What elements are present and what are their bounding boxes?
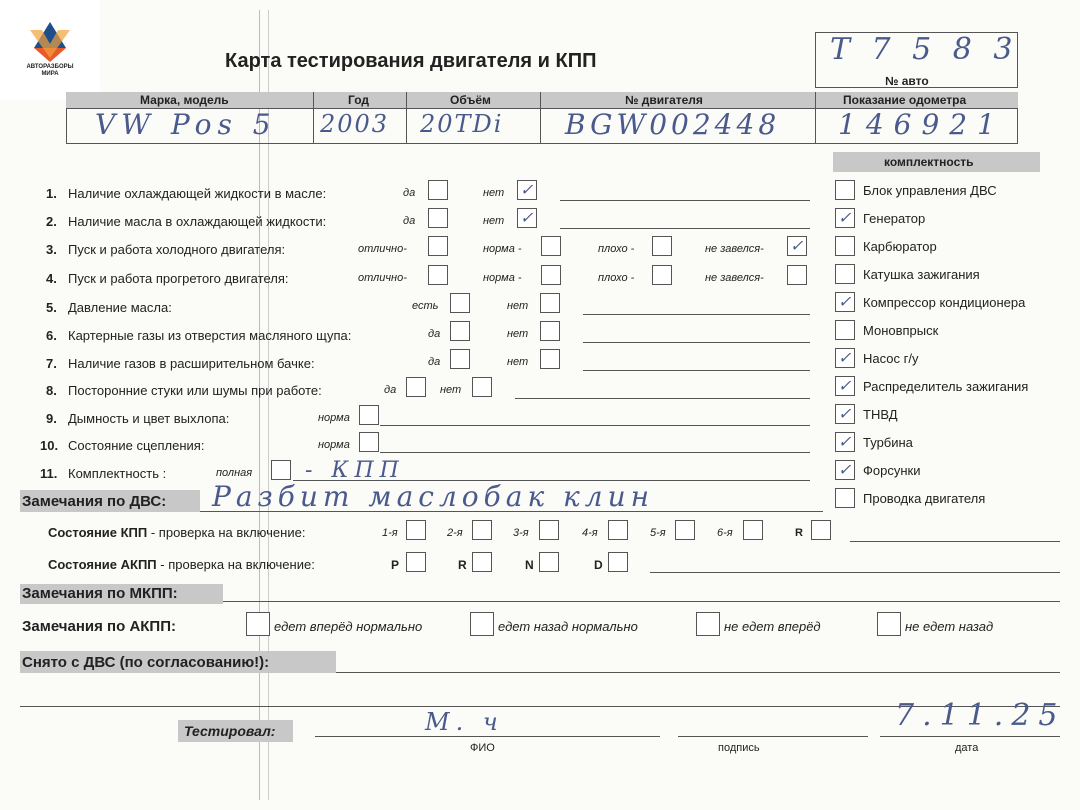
comp-checkbox[interactable] — [835, 264, 855, 284]
q3-otlichno-checkbox[interactable] — [428, 236, 448, 256]
akpp-mode-checkbox[interactable] — [472, 552, 492, 572]
akpp-mode-label: P — [391, 558, 400, 572]
opt-net: нет — [507, 328, 529, 340]
completeness-title: комплектность — [884, 155, 974, 169]
akpp-mode-label: N — [525, 558, 534, 572]
comp-label: Катушка зажигания — [863, 267, 980, 282]
akpp-mode-label: R — [458, 558, 467, 572]
q2-net-mark: ✓ — [520, 208, 534, 227]
gear-label: 6-я — [717, 527, 733, 539]
q5-comment-line — [583, 314, 810, 315]
q8-comment-line — [515, 398, 810, 399]
q5-est-checkbox[interactable] — [450, 293, 470, 313]
opt-net: нет — [440, 384, 462, 396]
q7-net-checkbox[interactable] — [540, 349, 560, 369]
opt-norma: норма - — [483, 272, 522, 284]
q10-norma-checkbox[interactable] — [359, 432, 379, 452]
mkpp-remarks-label: Замечания по МКПП: — [22, 585, 178, 602]
q-text: Состояние сцепления: — [68, 438, 205, 453]
q3-norma-checkbox[interactable] — [541, 236, 561, 256]
q-num: 1. — [46, 186, 57, 201]
comp-label: Генератор — [863, 211, 926, 226]
comp-mark: ✓ — [838, 208, 852, 227]
q9-comment-line — [380, 425, 810, 426]
opt-da: да — [403, 215, 416, 227]
fio-label: ФИО — [470, 742, 495, 754]
q8-net-checkbox[interactable] — [472, 377, 492, 397]
q-num: 5. — [46, 300, 57, 315]
dvs-remarks-line — [200, 511, 823, 512]
q7-comment-line — [583, 370, 810, 371]
q9-norma-checkbox[interactable] — [359, 405, 379, 425]
q-num: 3. — [46, 242, 57, 257]
comp-label: Распределитель зажигания — [863, 379, 1029, 394]
akpp-mode-checkbox[interactable] — [608, 552, 628, 572]
opt-net: нет — [507, 300, 529, 312]
akpp-opt-label: едет вперёд нормально — [274, 619, 423, 634]
mkpp-remarks-line — [223, 601, 1060, 602]
col-volume: Объём — [450, 93, 491, 107]
removed-label: Снято с ДВС (по согласованию!): — [22, 654, 270, 671]
opt-norma: норма — [318, 439, 350, 451]
akpp-opt-label: не едет назад — [905, 619, 994, 634]
gear-checkbox[interactable] — [811, 520, 831, 540]
date-value: 7.11.25 — [895, 698, 1066, 733]
akpp-label: Состояние АКПП - проверка на включение: — [48, 557, 315, 572]
opt-otlichno: отлично- — [358, 243, 407, 255]
logo-mark-icon — [0, 0, 100, 100]
tested-label: Тестировал: — [184, 723, 276, 739]
value-engine-no: BGW002448 — [565, 108, 781, 141]
gear-checkbox[interactable] — [406, 520, 426, 540]
value-odometer: 146921 — [838, 108, 1005, 141]
col-odometer: Показание одометра — [843, 93, 967, 107]
opt-da: да — [403, 187, 416, 199]
q-num: 8. — [46, 383, 57, 398]
auto-number-value: Т 7 5 8 3 — [830, 32, 1019, 67]
removed-line — [336, 672, 1060, 673]
comp-mark: ✓ — [838, 348, 852, 367]
q-num: 9. — [46, 411, 57, 426]
comp-label: Карбюратор — [863, 239, 937, 254]
q-num: 4. — [46, 271, 57, 286]
fio-value: М. ч — [425, 708, 504, 736]
q1-da-checkbox[interactable] — [428, 180, 448, 200]
q-num: 6. — [46, 328, 57, 343]
akpp-opt-checkbox[interactable] — [877, 612, 901, 636]
comp-label: Проводка двигателя — [863, 491, 986, 506]
sign-label: подпись — [718, 742, 760, 754]
q-num: 10. — [40, 438, 59, 453]
logo — [0, 0, 100, 100]
opt-norma: норма - — [483, 243, 522, 255]
col-engine-no: № двигателя — [625, 93, 703, 107]
akpp-mode-label: D — [594, 558, 603, 572]
q-text: Наличие охлаждающей жидкости в масле: — [68, 186, 327, 201]
opt-da: да — [428, 328, 441, 340]
opt-polnaya: полная — [216, 467, 253, 479]
q8-da-checkbox[interactable] — [406, 377, 426, 397]
fio-line — [315, 736, 660, 737]
q-num: 2. — [46, 214, 57, 229]
comp-label: Компрессор кондиционера — [863, 295, 1026, 310]
col-model: Марка, модель — [140, 93, 229, 107]
q2-comment-line — [560, 228, 810, 229]
q-text: Дымность и цвет выхлопа: — [68, 411, 230, 426]
opt-net: нет — [483, 215, 505, 227]
value-year: 2003 — [320, 110, 390, 138]
kpp-line — [850, 541, 1060, 542]
q6-da-checkbox[interactable] — [450, 321, 470, 341]
akpp-line — [650, 572, 1060, 573]
opt-net: нет — [507, 356, 529, 368]
gear-label: 2-я — [447, 527, 463, 539]
logo-text-2: МИРА — [41, 71, 59, 77]
opt-da: да — [384, 384, 397, 396]
comp-mark: ✓ — [838, 376, 852, 395]
gear-checkbox[interactable] — [539, 520, 559, 540]
q4-norma-checkbox[interactable] — [541, 265, 561, 285]
opt-otlichno: отлично- — [358, 272, 407, 284]
comp-label: Турбина — [863, 435, 913, 450]
value-model: VW Pos 5 — [95, 108, 277, 141]
q4-ploho-checkbox[interactable] — [652, 265, 672, 285]
col-year: Год — [348, 93, 369, 107]
opt-est: есть — [412, 300, 439, 312]
gear-label: 4-я — [582, 527, 598, 539]
q-text: Картерные газы из отверстия масляного щупа: — [68, 328, 352, 343]
date-label: дата — [955, 742, 979, 754]
akpp-mode-checkbox[interactable] — [539, 552, 559, 572]
akpp-remarks-label: Замечания по АКПП: — [22, 618, 176, 635]
gear-checkbox[interactable] — [608, 520, 628, 540]
q1-comment-line — [560, 200, 810, 201]
opt-ploho: плохо - — [598, 243, 635, 255]
q-text: Пуск и работа прогретого двигателя: — [68, 271, 289, 286]
gear-label: 3-я — [513, 527, 529, 539]
comp-label: Насос г/у — [863, 351, 919, 366]
comp-mark: ✓ — [838, 432, 852, 451]
gear-checkbox[interactable] — [743, 520, 763, 540]
akpp-opt-label: едет назад нормально — [498, 619, 638, 634]
gear-label: 1-я — [382, 527, 398, 539]
auto-number-label: № авто — [885, 74, 929, 88]
q3-ploho-checkbox[interactable] — [652, 236, 672, 256]
comp-checkbox[interactable] — [835, 180, 855, 200]
comp-checkbox[interactable] — [835, 236, 855, 256]
comp-mark: ✓ — [838, 460, 852, 479]
q-text: Давление масла: — [68, 300, 172, 315]
q-text: Посторонние стуки или шумы при работе: — [68, 383, 322, 398]
opt-da: да — [428, 356, 441, 368]
q4-otlichno-checkbox[interactable] — [428, 265, 448, 285]
sign-line — [678, 736, 868, 737]
date-line — [880, 736, 1060, 737]
akpp-mode-checkbox[interactable] — [406, 552, 426, 572]
opt-ne-zavelsya: не завелся- — [705, 243, 764, 255]
q-text: Наличие масла в охлаждающей жидкости: — [68, 214, 327, 229]
comp-label: Моновпрыск — [863, 323, 939, 338]
q2-da-checkbox[interactable] — [428, 208, 448, 228]
opt-ploho: плохо - — [598, 272, 635, 284]
comp-mark: ✓ — [838, 404, 852, 423]
opt-norma: норма — [318, 412, 350, 424]
q3-ne-zavelsya-mark: ✓ — [790, 236, 804, 255]
akpp-opt-checkbox[interactable] — [246, 612, 270, 636]
akpp-opt-checkbox[interactable] — [470, 612, 494, 636]
q4-ne-zavelsya-checkbox[interactable] — [787, 265, 807, 285]
q-num: 7. — [46, 356, 57, 371]
comp-label: Блок управления ДВС — [863, 183, 997, 198]
opt-ne-zavelsya: не завелся- — [705, 272, 764, 284]
comp-label: Форсунки — [863, 463, 921, 478]
comp-mark: ✓ — [838, 292, 852, 311]
page-title: Карта тестирования двигателя и КПП — [225, 50, 597, 72]
logo-text-1: АВТОРАЗБОРЫ — [26, 64, 74, 70]
q6-comment-line — [583, 342, 810, 343]
gear-checkbox[interactable] — [675, 520, 695, 540]
q-text: Пуск и работа холодного двигателя: — [68, 242, 286, 257]
akpp-opt-label: не едет вперёд — [724, 619, 821, 634]
q6-net-checkbox[interactable] — [540, 321, 560, 341]
q5-net-checkbox[interactable] — [540, 293, 560, 313]
akpp-opt-checkbox[interactable] — [696, 612, 720, 636]
q-num: 11. — [40, 466, 58, 481]
q10-comment-line — [380, 452, 810, 453]
q11-note: - КПП — [305, 458, 405, 483]
q-text: Наличие газов в расширительном бачке: — [68, 356, 315, 371]
gear-label: R — [795, 527, 803, 539]
dvs-remarks-value: Разбит маслобак клин — [212, 480, 655, 513]
kpp-label: Состояние КПП - проверка на включение: — [48, 525, 306, 540]
gear-label: 5-я — [650, 527, 666, 539]
comp-checkbox[interactable] — [835, 320, 855, 340]
value-volume: 20TDi — [420, 110, 504, 138]
q7-da-checkbox[interactable] — [450, 349, 470, 369]
comp-label: ТНВД — [863, 407, 898, 422]
q-text: Комплектность : — [68, 466, 167, 481]
opt-net: нет — [483, 187, 505, 199]
q1-net-mark: ✓ — [520, 180, 534, 199]
q11-polnaya-checkbox[interactable] — [271, 460, 291, 480]
gear-checkbox[interactable] — [472, 520, 492, 540]
comp-checkbox[interactable] — [835, 488, 855, 508]
dvs-remarks-label: Замечания по ДВС: — [22, 493, 167, 510]
